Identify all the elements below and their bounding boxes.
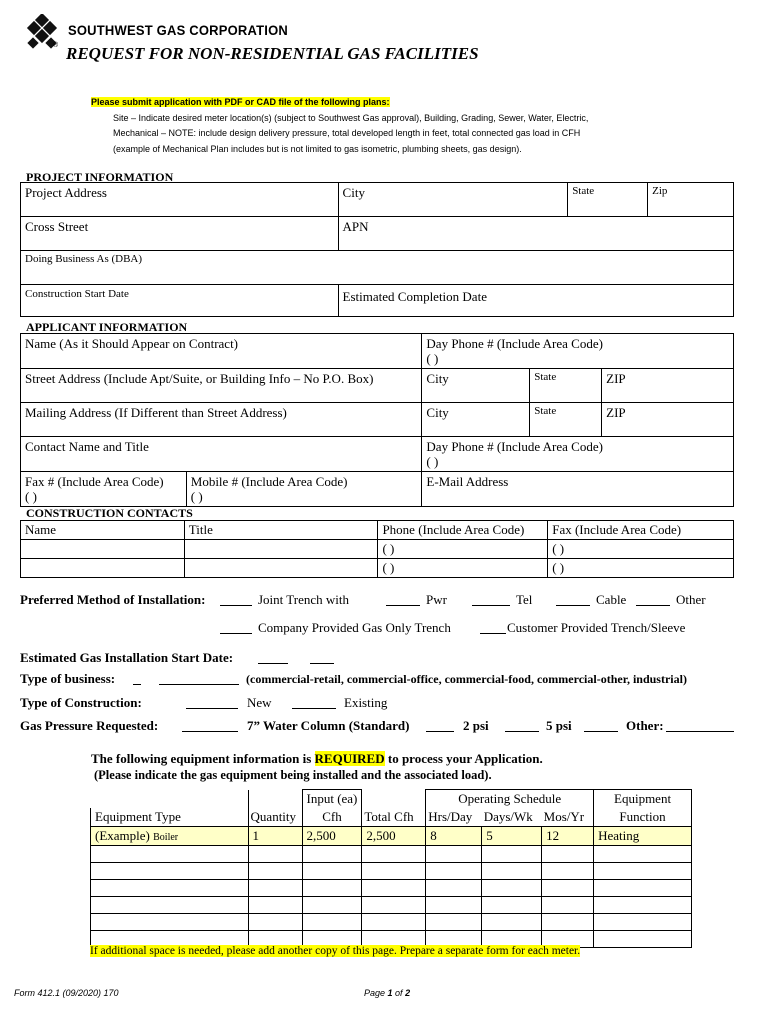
example-days-cell: 5 [482,827,542,846]
contacts-header-title: Title [184,521,378,540]
contact-row [21,540,734,559]
cable-blank[interactable] [556,594,590,606]
joint-trench-label: Joint Trench with [258,592,350,607]
fax-field[interactable]: Fax # (Include Area Code) ( ) [21,472,187,507]
construction-start-date-field[interactable]: Construction Start Date [21,285,339,317]
project-address-field[interactable]: Project Address [21,183,339,217]
business-type-label: Type of business: [20,671,116,686]
pressure-2psi-label: 2 psi [463,718,489,733]
schedule-header: Operating Schedule [426,790,594,809]
equipment-row [91,846,692,863]
equipment-row [91,897,692,914]
contacts-header-name: Name [21,521,185,540]
instruction-line: Mechanical – NOTE: include design delivery pressure, total developed length in feet, total connected gas load in CFH [113,128,581,138]
mailing-address-field[interactable]: Mailing Address (If Different than Street Address) [21,403,422,437]
total-cfh-header: Total Cfh [362,808,426,827]
other-blank[interactable] [636,594,670,606]
installation-method-label: Preferred Method of Installation: [20,592,206,607]
pressure-water-label: 7” Water Column (Standard) [247,718,410,733]
contact-name-cell[interactable] [21,559,185,578]
applicant-day-phone-field[interactable]: Day Phone # (Include Area Code) ( ) [422,334,734,369]
project-state-field[interactable]: State [568,183,648,217]
page-number: Page 1 of 2 [364,988,411,998]
cross-street-field[interactable]: Cross Street [21,217,339,251]
equipment-row [91,863,692,880]
mos-yr-header: Mos/Yr [542,808,594,827]
company-name: SOUTHWEST GAS CORPORATION [68,22,288,39]
customer-trench-blank[interactable] [480,622,506,634]
construction-existing-blank[interactable] [292,697,336,709]
applicant-street-address-field[interactable]: Street Address (Include Apt/Suite, or Building Info – No P.O. Box) [21,369,422,403]
project-city-field[interactable]: City [338,183,568,217]
contact-fax-cell[interactable]: ( ) [548,559,734,578]
pressure-5psi-label: 5 psi [546,718,572,733]
other-label: Other [676,592,706,607]
email-field[interactable]: E-Mail Address [422,472,734,507]
contact-name-title-field[interactable]: Contact Name and Title [21,437,422,472]
hrs-day-header: Hrs/Day [426,808,482,827]
pressure-other-label: Other: [626,718,664,733]
equipment-instruction: (Please indicate the gas equipment being installed and the associated load). [94,768,492,782]
construction-type-label: Type of Construction: [20,695,142,710]
mailing-zip-field[interactable]: ZIP [602,403,734,437]
company-trench-blank[interactable] [220,622,252,634]
apn-field[interactable]: APN [338,217,733,251]
applicant-name-field[interactable]: Name (As it Should Appear on Contract) [21,334,422,369]
pressure-water-blank[interactable] [182,720,238,732]
equipment-row [91,914,692,931]
contact-phone-cell[interactable]: ( ) [378,540,548,559]
additional-space-note: If additional space is needed, please add another copy of this page. Prepare a separate form for each meter. [90,945,581,957]
pwr-blank[interactable] [386,594,420,606]
cable-label: Cable [596,592,627,607]
project-section-title: PROJECT INFORMATION [26,170,174,184]
equipment-type-header: Equipment Type [91,808,249,827]
start-date-day-blank[interactable] [310,652,334,664]
cfh-header: Cfh [302,808,362,827]
example-quantity-cell: 1 [248,827,302,846]
applicant-zip-field[interactable]: ZIP [602,369,734,403]
pressure-2psi-blank[interactable] [426,720,454,732]
dba-field[interactable]: Doing Business As (DBA) [21,251,734,285]
days-wk-header: Days/Wk [482,808,542,827]
registered-mark: ® [53,42,59,49]
example-cfh-cell: 2,500 [302,827,362,846]
estimated-completion-date-field[interactable]: Estimated Completion Date [338,285,733,317]
pwr-label: Pwr [426,592,447,607]
construction-existing-label: Existing [344,695,388,710]
function-header-top: Equipment [594,790,692,809]
submission-instructions [91,95,691,157]
equipment-required-note: The following equipment information is REQUIRED to process your Application. [91,751,543,766]
applicant-state-field[interactable]: State [530,369,602,403]
pressure-other-value[interactable] [666,720,734,732]
applicant-section-title: APPLICANT INFORMATION [26,320,188,334]
instruction-line: (example of Mechanical Plan includes but is not limited to gas isometric, plumbing sheets, gas design). [113,143,522,154]
contacts-section-title: CONSTRUCTION CONTACTS [26,506,193,520]
business-type-blank[interactable] [159,673,239,685]
instruction-heading: Please submit application with PDF or CAD file of the following plans: [91,97,390,107]
equipment-table [90,789,692,948]
contact-title-cell[interactable] [184,559,378,578]
mobile-field[interactable]: Mobile # (Include Area Code) ( ) [186,472,422,507]
equipment-row [91,880,692,897]
tel-label: Tel [516,592,533,607]
contact-day-phone-field[interactable]: Day Phone # (Include Area Code) ( ) [422,437,734,472]
mailing-state-field[interactable]: State [530,403,602,437]
business-type-blank-a[interactable] [133,673,141,685]
mailing-city-field[interactable]: City [422,403,530,437]
applicant-city-field[interactable]: City [422,369,530,403]
contact-title-cell[interactable] [184,540,378,559]
example-type-cell: (Example) Boiler [91,827,249,846]
contact-row [21,559,734,578]
pressure-5psi-blank[interactable] [505,720,539,732]
business-type-options: (commercial-retail, commercial-office, commercial-food, commercial-other, industrial) [246,672,687,686]
project-zip-field[interactable]: Zip [648,183,734,217]
example-total-cell: 2,500 [362,827,426,846]
input-header: Input (ea) [302,790,362,809]
example-row [91,827,692,846]
construction-new-blank[interactable] [186,697,238,709]
start-date-label: Estimated Gas Installation Start Date: [20,650,234,665]
function-header: Function [594,808,692,827]
quantity-header: Quantity [248,808,302,827]
gas-pressure-label: Gas Pressure Requested: [20,718,159,733]
construction-contacts-table [20,520,734,578]
instruction-line: Site – Indicate desired meter location(s) (subject to Southwest Gas approval), Building, Grading, Sewer, Water, Electric, [113,112,589,123]
joint-trench-blank[interactable] [220,594,252,606]
contacts-header-phone: Phone (Include Area Code) [378,521,548,540]
example-function-cell: Heating [594,827,692,846]
example-mos-cell: 12 [542,827,594,846]
tel-blank[interactable] [472,594,510,606]
contacts-header-fax: Fax (Include Area Code) [548,521,734,540]
company-trench-label: Company Provided Gas Only Trench [258,620,451,635]
construction-new-label: New [247,695,272,710]
start-date-month-blank[interactable] [258,652,288,664]
project-info-table [20,182,734,317]
contact-fax-cell[interactable]: ( ) [548,540,734,559]
contact-name-cell[interactable] [21,540,185,559]
applicant-info-table [20,333,734,507]
required-highlight: REQUIRED [314,751,385,766]
form-title: REQUEST FOR NON-RESIDENTIAL GAS FACILITIES [66,44,479,63]
customer-trench-label: Customer Provided Trench/Sleeve [507,620,686,635]
form-id: Form 412.1 (09/2020) 170 [14,988,119,998]
pressure-other-blank[interactable] [584,720,618,732]
example-hrs-cell: 8 [426,827,482,846]
contact-phone-cell[interactable]: ( ) [378,559,548,578]
